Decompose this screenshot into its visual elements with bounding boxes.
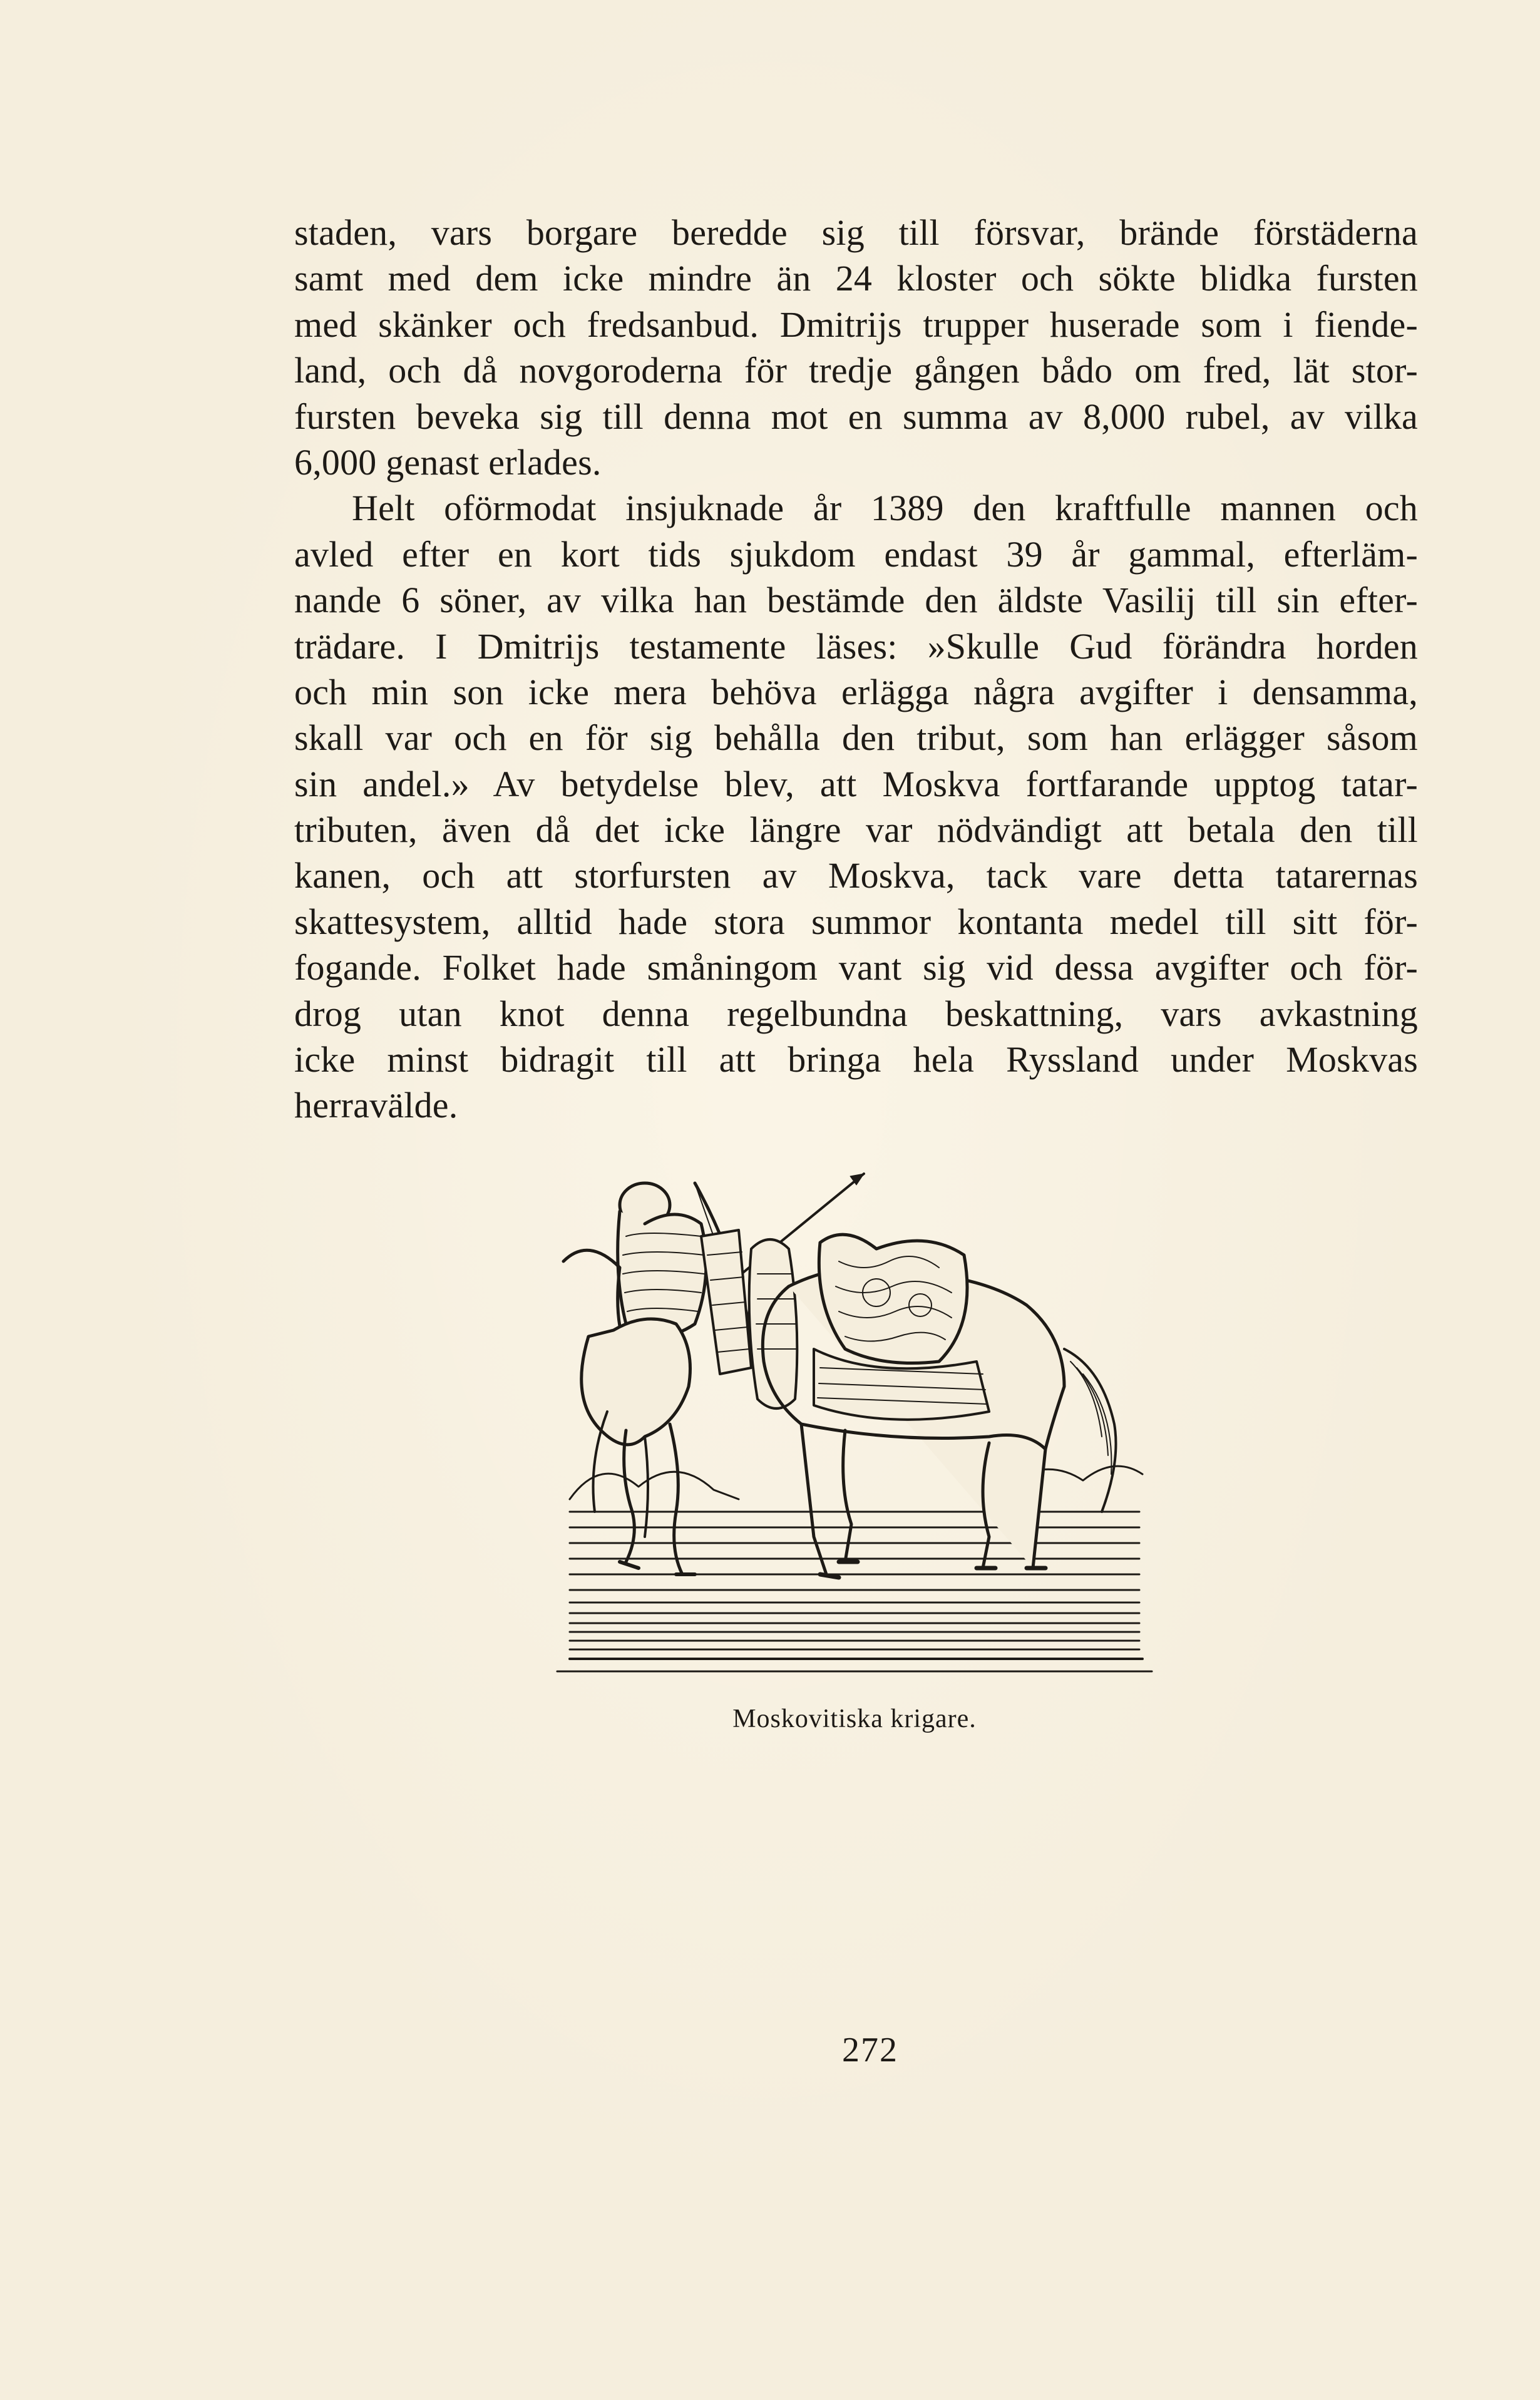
text-line: icke minst bidragit till att bringa hela Ryssland under Moskvas (294, 1039, 1418, 1080)
text-line: avled efter en kort tids sjukdom endast 39 år gammal, efterläm- (294, 533, 1418, 575)
figure-caption: Moskovitiska krigare. (732, 1705, 977, 1733)
text-line: skattesystem, alltid hade stora summor kontanta medel till sitt för- (294, 901, 1418, 942)
text-line: herravälde. (294, 1085, 458, 1126)
text-line: land, och då novgoroderna för tredje gången bådo om fred, lät stor- (294, 350, 1418, 391)
text-line: drog utan knot denna regelbundna beskattning, vars avkastning (294, 993, 1418, 1034)
text-line: fogande. Folket hade småningom vant sig vid dessa avgifter och för- (294, 947, 1418, 988)
text-line-paragraph-start: Helt oförmodat insjuknade år 1389 den kraftfulle mannen och (352, 488, 1418, 529)
body-text (294, 210, 1418, 1129)
woodcut-illustration (551, 1161, 1158, 1681)
text-line: trädare. I Dmitrijs testamente läses: »Skulle Gud förändra horden (294, 625, 1418, 667)
text-line: och min son icke mera behöva erlägga några avgifter i densamma, (294, 671, 1418, 712)
text-line: samt med dem icke mindre än 24 kloster och sökte blidka fursten (294, 258, 1418, 299)
text-line: staden, vars borgare beredde sig till försvar, brände förstäderna (294, 212, 1418, 253)
text-line: med skänker och fredsanbud. Dmitrijs trupper huserade som i fiende- (294, 304, 1418, 345)
text-line: sin andel.» Av betydelse blev, att Moskva fortfarande upptog tatar- (294, 763, 1418, 804)
text-line: fursten beveka sig till denna mot en summa av 8,000 rubel, av vilka (294, 396, 1418, 437)
text-line: kanen, och att storfursten av Moskva, tack vare detta tatarernas (294, 855, 1418, 896)
woodcut-drawing (551, 1161, 1158, 1681)
ground-hatching (570, 1512, 1142, 1659)
text-line: nande 6 söner, av vilka han bestämde den äldste Vasilij till sin efter- (294, 580, 1418, 621)
text-line: 6,000 genast erlades. (294, 441, 602, 483)
text-line: tributen, även då det icke längre var nödvändigt att betala den till (294, 809, 1418, 851)
text-line: skall var och en för sig behålla den tribut, som han erlägger såsom (294, 717, 1418, 759)
page-number: 272 (842, 2031, 898, 2069)
